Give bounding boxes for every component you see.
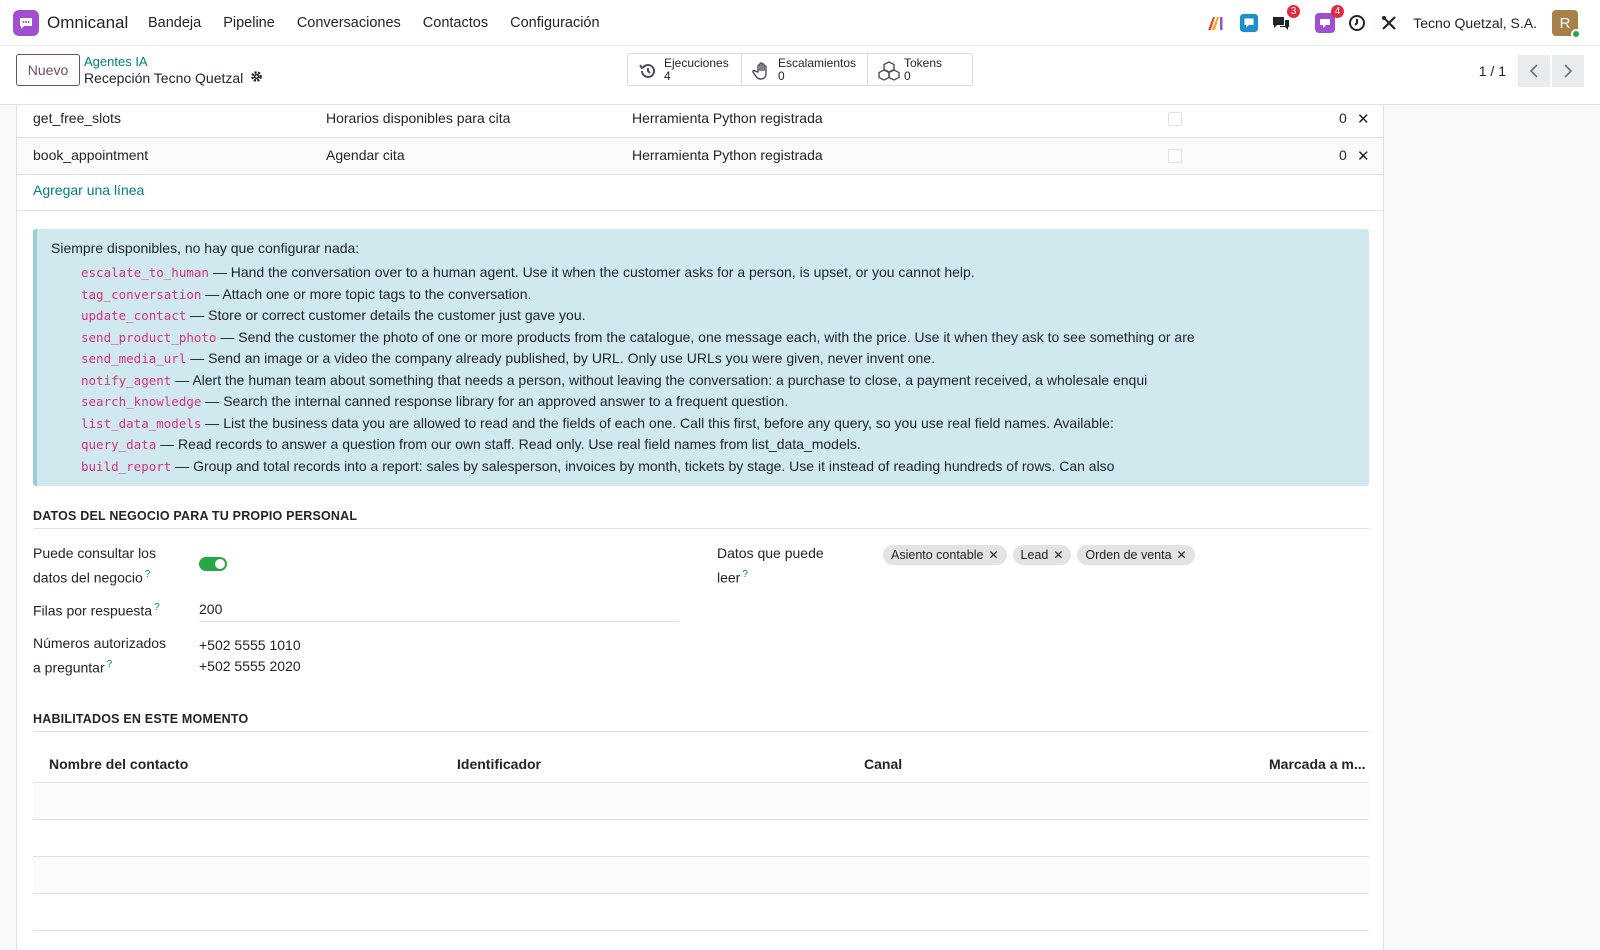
app-chat-logo-icon[interactable] bbox=[13, 10, 39, 36]
tool-checkbox[interactable] bbox=[1168, 149, 1182, 163]
executions-value: 4 bbox=[664, 69, 671, 83]
delete-row-icon[interactable]: ✕ bbox=[1357, 111, 1370, 128]
livechat-icon[interactable] bbox=[1239, 13, 1259, 33]
activity-badge: 4 bbox=[1331, 5, 1345, 18]
add-line-link[interactable]: Agregar una línea bbox=[33, 182, 145, 198]
avatar-initial: R bbox=[1559, 14, 1571, 32]
menu-item-bandeja[interactable]: Bandeja bbox=[148, 15, 202, 31]
menu-item-contactos[interactable]: Contactos bbox=[422, 15, 489, 31]
tag-remove-icon[interactable]: ✕ bbox=[1053, 548, 1064, 562]
pager-previous-button[interactable] bbox=[1518, 55, 1550, 87]
activity-icon[interactable] bbox=[1315, 6, 1341, 33]
control-panel bbox=[0, 46, 1600, 105]
table-row bbox=[33, 857, 1369, 894]
hand-icon bbox=[752, 61, 772, 81]
pager-value[interactable]: 1 / 1 bbox=[1478, 63, 1506, 79]
tool-name: get_free_slots bbox=[33, 110, 121, 126]
menu-item-pipeline[interactable]: Pipeline bbox=[223, 15, 275, 31]
new-button[interactable]: Nuevo bbox=[16, 54, 80, 86]
table-body bbox=[33, 783, 1369, 931]
main-menu bbox=[148, 15, 600, 31]
list-item: • build_report — Group and total records into a report: sales by salesperson, invoices by month, tickets by stage. Use it instead of reading hundreds of rows. Can also bbox=[81, 456, 1355, 478]
executions-label: Ejecuciones bbox=[664, 56, 729, 70]
list-item: • tag_conversation — Attach one or more topic tags to the conversation. bbox=[81, 284, 1355, 306]
form-sheet bbox=[16, 105, 1384, 950]
column-header[interactable]: Identificador bbox=[457, 756, 542, 772]
tool-description: Horarios disponibles para cita bbox=[326, 110, 511, 126]
breadcrumb-current bbox=[84, 70, 263, 86]
data-models-label: Datos que puede leer ? bbox=[717, 545, 824, 586]
tag-chip: Orden de venta ✕ bbox=[1077, 545, 1194, 565]
table-row bbox=[33, 894, 1369, 931]
tokens-label: Tokens bbox=[904, 56, 943, 70]
menu-item-configuracion[interactable]: Configuración bbox=[510, 15, 600, 31]
tool-description: Agendar cita bbox=[326, 147, 405, 163]
executions-stat-button[interactable] bbox=[628, 54, 742, 85]
menu-item-conversaciones[interactable]: Conversaciones bbox=[296, 15, 401, 31]
list-item: • notify_agent — Alert the human team about something that needs a person, without leaving the conversation: a purchase to close, a payment received, a wholesale enqui bbox=[81, 370, 1355, 392]
ai-logo-icon[interactable] bbox=[1206, 13, 1226, 33]
rows-input-underline bbox=[199, 621, 679, 622]
tokens-stat-button[interactable] bbox=[868, 54, 972, 85]
help-icon[interactable]: ? bbox=[106, 659, 113, 670]
tool-type: Herramienta Python registrada bbox=[632, 110, 823, 126]
add-line-row bbox=[17, 175, 1383, 211]
breadcrumb-parent[interactable]: Agentes IA bbox=[84, 54, 148, 69]
rows-input[interactable]: 200 bbox=[199, 601, 223, 617]
list-item: • send_media_url — Send an image or a video the company already published, by URL. Only use URLs you were given, never invent one. bbox=[81, 348, 1355, 370]
list-item: • escalate_to_human — Hand the conversation over to a human agent. Use it when the customer asks for a person, is upset, or you cannot help. bbox=[81, 262, 1355, 284]
list-item: • query_data — Read records to answer a question from our own staff. Read only. Use real field names from list_data_models. bbox=[81, 434, 1355, 456]
pager-next-button[interactable] bbox=[1552, 55, 1584, 87]
builtin-tools-alert bbox=[33, 229, 1369, 486]
gear-icon[interactable] bbox=[250, 70, 263, 86]
tag-chip: Lead ✕ bbox=[1013, 545, 1072, 565]
top-navbar bbox=[0, 0, 1600, 46]
list-item: • update_contact — Store or correct customer details the customer just gave you. bbox=[81, 305, 1355, 327]
company-switcher[interactable]: Tecno Quetzal, S.A. bbox=[1413, 15, 1537, 31]
help-icon[interactable]: ? bbox=[154, 602, 160, 613]
messages-badge: 3 bbox=[1287, 5, 1301, 18]
escalations-value: 0 bbox=[778, 69, 785, 83]
table-header bbox=[33, 745, 1369, 783]
history-icon bbox=[638, 61, 658, 81]
table-row bbox=[33, 820, 1369, 857]
tokens-value: 0 bbox=[904, 69, 911, 83]
tool-checkbox[interactable] bbox=[1168, 112, 1182, 126]
column-header[interactable]: Canal bbox=[864, 756, 903, 772]
authorized-number[interactable]: +502 5555 2020 bbox=[199, 658, 301, 674]
table-row bbox=[33, 783, 1369, 820]
tools-icon[interactable] bbox=[1379, 13, 1399, 33]
tag-chip: Asiento contable ✕ bbox=[883, 545, 1007, 565]
tag-remove-icon[interactable]: ✕ bbox=[988, 548, 999, 562]
pager bbox=[1479, 55, 1584, 87]
builtin-tools-list bbox=[51, 262, 1355, 477]
tool-row[interactable] bbox=[17, 105, 1383, 138]
escalations-stat-button[interactable] bbox=[742, 54, 868, 85]
builtin-intro: Siempre disponibles, no hay que configurar nada: bbox=[51, 240, 360, 256]
list-item: • search_knowledge — Search the internal canned response library for an approved answer to a frequent question. bbox=[81, 391, 1355, 413]
smart-buttons bbox=[627, 53, 973, 86]
online-status-dot bbox=[1571, 29, 1581, 39]
enabled-section-title: HABILITADOS EN ESTE MOMENTO bbox=[33, 712, 1369, 732]
clock-icon[interactable] bbox=[1347, 13, 1367, 33]
tool-count: 0 bbox=[1339, 147, 1347, 163]
tool-name: book_appointment bbox=[33, 147, 149, 163]
navbar-systray bbox=[1206, 0, 1600, 46]
list-item: • list_data_models — List the business data you are allowed to read and the fields of each one. Call this first, before any query, so you use real field names. Available: bbox=[81, 413, 1355, 435]
can-query-toggle[interactable] bbox=[199, 557, 227, 571]
delete-row-icon[interactable]: ✕ bbox=[1357, 148, 1370, 165]
rows-label: Filas por respuesta ? bbox=[33, 602, 160, 619]
help-icon[interactable]: ? bbox=[742, 569, 748, 580]
tag-remove-icon[interactable]: ✕ bbox=[1176, 548, 1187, 562]
messages-icon[interactable] bbox=[1271, 6, 1297, 33]
chevron-left-icon bbox=[1529, 64, 1539, 78]
user-avatar[interactable] bbox=[1552, 10, 1578, 36]
chevron-right-icon bbox=[1563, 64, 1573, 78]
help-icon[interactable]: ? bbox=[144, 569, 151, 580]
app-name[interactable]: Omnicanal bbox=[47, 13, 129, 32]
data-models-tags[interactable] bbox=[883, 545, 1195, 565]
tool-count: 0 bbox=[1339, 110, 1347, 126]
list-item: • send_product_photo — Send the customer the photo of one or more products from the catalogue, one message each, with the price. Use it when they ask to see something or are bbox=[81, 327, 1355, 349]
column-header[interactable]: Marcada a m... bbox=[1269, 756, 1366, 772]
record-title: Recepción Tecno Quetzal bbox=[84, 70, 244, 86]
tool-type: Herramienta Python registrada bbox=[632, 147, 823, 163]
enabled-table bbox=[33, 745, 1369, 931]
business-section-title: DATOS DEL NEGOCIO PARA TU PROPIO PERSONAL bbox=[33, 509, 1369, 529]
tool-row[interactable] bbox=[17, 138, 1383, 175]
can-query-label: Puede consultar los datos del negocio ? bbox=[33, 545, 156, 586]
column-header[interactable]: Nombre del contacto bbox=[49, 756, 189, 772]
escalations-label: Escalamientos bbox=[778, 56, 857, 70]
numbers-label: Números autorizados a preguntar ? bbox=[33, 635, 167, 676]
cubes-icon bbox=[878, 61, 898, 81]
authorized-number[interactable]: +502 5555 1010 bbox=[199, 637, 301, 653]
